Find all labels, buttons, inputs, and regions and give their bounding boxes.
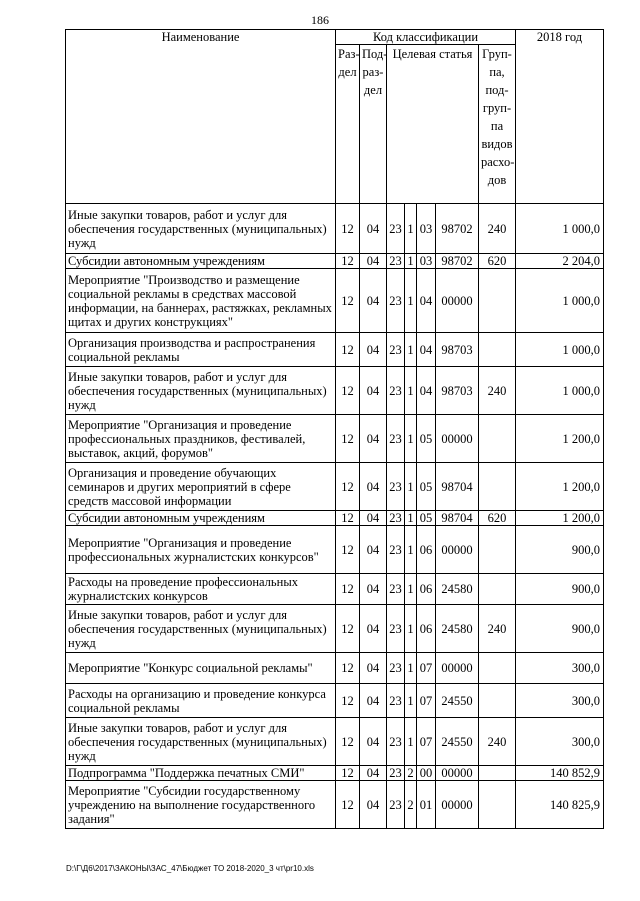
cell-pr: 04 [360, 781, 387, 829]
cell-t4: 98702 [436, 204, 479, 254]
cell-t2: 1 [405, 605, 417, 653]
cell-rz: 12 [336, 526, 360, 574]
cell-t3: 07 [417, 684, 436, 718]
header-classification: Код классификации [336, 30, 516, 45]
cell-rz: 12 [336, 415, 360, 463]
cell-t3: 05 [417, 511, 436, 526]
cell-t4: 24580 [436, 605, 479, 653]
cell-t2: 1 [405, 204, 417, 254]
header-section: Раз- дел [336, 45, 360, 204]
cell-t4: 98702 [436, 254, 479, 269]
cell-t1: 23 [387, 463, 405, 511]
cell-t1: 23 [387, 766, 405, 781]
table-row [66, 204, 604, 254]
cell-t2: 1 [405, 684, 417, 718]
cell-t2: 1 [405, 415, 417, 463]
cell-t1: 23 [387, 781, 405, 829]
cell-sum: 900,0 [516, 605, 604, 653]
cell-rz: 12 [336, 718, 360, 766]
cell-name: Расходы на проведение профессиональных журналистских конкурсов [66, 574, 336, 605]
cell-t3: 03 [417, 254, 436, 269]
cell-sum: 1 200,0 [516, 415, 604, 463]
cell-t2: 2 [405, 766, 417, 781]
cell-name: Субсидии автономным учреждениям [66, 511, 336, 526]
cell-name: Мероприятие "Конкурс социальной рекламы" [66, 653, 336, 684]
cell-vr [479, 526, 516, 574]
cell-t2: 1 [405, 511, 417, 526]
cell-t1: 23 [387, 684, 405, 718]
cell-name: Организация и проведение обучающих семинаров и других мероприятий в сфере средств массовой информации [66, 463, 336, 511]
table-row [66, 684, 604, 718]
cell-t1: 23 [387, 333, 405, 367]
cell-sum: 1 000,0 [516, 367, 604, 415]
budget-table-body [66, 204, 604, 829]
cell-sum: 900,0 [516, 574, 604, 605]
cell-t4: 00000 [436, 766, 479, 781]
cell-pr: 04 [360, 653, 387, 684]
cell-t4: 98703 [436, 333, 479, 367]
cell-rz: 12 [336, 574, 360, 605]
table-row [66, 463, 604, 511]
cell-name: Расходы на организацию и проведение конкурса социальной рекламы [66, 684, 336, 718]
cell-t1: 23 [387, 605, 405, 653]
cell-t3: 05 [417, 463, 436, 511]
cell-t4: 00000 [436, 526, 479, 574]
cell-t3: 01 [417, 781, 436, 829]
cell-t4: 98703 [436, 367, 479, 415]
header-name: Наименование [66, 30, 336, 204]
cell-vr [479, 653, 516, 684]
cell-pr: 04 [360, 574, 387, 605]
cell-vr [479, 333, 516, 367]
cell-t4: 00000 [436, 781, 479, 829]
cell-name: Мероприятие "Организация и проведение профессиональных праздников, фестивалей, выставок, акций, форумов" [66, 415, 336, 463]
cell-t4: 98704 [436, 511, 479, 526]
cell-name: Иные закупки товаров, работ и услуг для обеспечения государственных (муниципальных) нужд [66, 204, 336, 254]
cell-name: Иные закупки товаров, работ и услуг для обеспечения государственных (муниципальных) нужд [66, 367, 336, 415]
cell-t1: 23 [387, 526, 405, 574]
table-row [66, 254, 604, 269]
table-row [66, 574, 604, 605]
cell-sum: 300,0 [516, 718, 604, 766]
cell-rz: 12 [336, 204, 360, 254]
cell-t1: 23 [387, 415, 405, 463]
cell-rz: 12 [336, 254, 360, 269]
cell-sum: 900,0 [516, 526, 604, 574]
cell-t3: 03 [417, 204, 436, 254]
cell-t1: 23 [387, 718, 405, 766]
cell-t4: 00000 [436, 653, 479, 684]
cell-pr: 04 [360, 333, 387, 367]
cell-pr: 04 [360, 463, 387, 511]
cell-t3: 04 [417, 269, 436, 333]
cell-pr: 04 [360, 204, 387, 254]
cell-t3: 04 [417, 333, 436, 367]
cell-t1: 23 [387, 574, 405, 605]
cell-pr: 04 [360, 526, 387, 574]
cell-rz: 12 [336, 653, 360, 684]
cell-sum: 140 825,9 [516, 781, 604, 829]
cell-t3: 06 [417, 574, 436, 605]
cell-pr: 04 [360, 367, 387, 415]
cell-t1: 23 [387, 511, 405, 526]
cell-name: Иные закупки товаров, работ и услуг для обеспечения государственных (муниципальных) нужд [66, 718, 336, 766]
cell-pr: 04 [360, 605, 387, 653]
cell-pr: 04 [360, 415, 387, 463]
table-row [66, 511, 604, 526]
cell-t1: 23 [387, 204, 405, 254]
cell-t4: 24550 [436, 684, 479, 718]
cell-vr: 240 [479, 605, 516, 653]
cell-rz: 12 [336, 766, 360, 781]
cell-name: Субсидии автономным учреждениям [66, 254, 336, 269]
cell-vr [479, 463, 516, 511]
cell-pr: 04 [360, 718, 387, 766]
cell-vr: 240 [479, 367, 516, 415]
cell-t4: 00000 [436, 269, 479, 333]
cell-t1: 23 [387, 653, 405, 684]
cell-name: Подпрограмма "Поддержка печатных СМИ" [66, 766, 336, 781]
cell-vr: 620 [479, 254, 516, 269]
cell-pr: 04 [360, 684, 387, 718]
cell-t2: 1 [405, 718, 417, 766]
cell-t2: 2 [405, 781, 417, 829]
header-expense-group: Груп- па, под- груп- па видов расхо- дов [479, 45, 516, 204]
cell-sum: 1 000,0 [516, 333, 604, 367]
cell-t3: 06 [417, 526, 436, 574]
header-year: 2018 год [516, 30, 604, 204]
cell-t3: 07 [417, 653, 436, 684]
cell-t3: 07 [417, 718, 436, 766]
cell-sum: 300,0 [516, 684, 604, 718]
cell-t1: 23 [387, 269, 405, 333]
cell-sum: 300,0 [516, 653, 604, 684]
cell-t1: 23 [387, 367, 405, 415]
cell-t4: 00000 [436, 415, 479, 463]
table-row [66, 718, 604, 766]
header-target-article: Целевая статья [387, 45, 479, 204]
cell-t3: 06 [417, 605, 436, 653]
table-row [66, 269, 604, 333]
cell-sum: 2 204,0 [516, 254, 604, 269]
cell-rz: 12 [336, 605, 360, 653]
cell-sum: 1 200,0 [516, 511, 604, 526]
cell-sum: 1 000,0 [516, 204, 604, 254]
cell-vr [479, 415, 516, 463]
cell-t2: 1 [405, 333, 417, 367]
cell-rz: 12 [336, 463, 360, 511]
cell-rz: 12 [336, 511, 360, 526]
cell-name: Иные закупки товаров, работ и услуг для обеспечения государственных (муниципальных) нужд [66, 605, 336, 653]
cell-rz: 12 [336, 684, 360, 718]
cell-vr [479, 574, 516, 605]
table-row [66, 653, 604, 684]
cell-t2: 1 [405, 254, 417, 269]
cell-t2: 1 [405, 463, 417, 511]
table-row [66, 415, 604, 463]
cell-rz: 12 [336, 333, 360, 367]
cell-t2: 1 [405, 653, 417, 684]
table-row [66, 605, 604, 653]
cell-sum: 1 200,0 [516, 463, 604, 511]
cell-sum: 1 000,0 [516, 269, 604, 333]
table-row [66, 526, 604, 574]
cell-vr: 620 [479, 511, 516, 526]
header-subsection: Под- раз- дел [360, 45, 387, 204]
cell-t2: 1 [405, 269, 417, 333]
cell-t4: 24550 [436, 718, 479, 766]
cell-vr [479, 766, 516, 781]
file-path-footer: D:\Г\Д6\2017\ЗАКОНЫ\ЗАС_47\Бюджет ТО 2018-2020_3 чт\pr10.xls [66, 864, 314, 873]
cell-pr: 04 [360, 269, 387, 333]
cell-t3: 04 [417, 367, 436, 415]
page-number: 186 [311, 13, 329, 27]
cell-t2: 1 [405, 574, 417, 605]
cell-name: Организация производства и распространения социальной рекламы [66, 333, 336, 367]
table-row [66, 333, 604, 367]
cell-name: Мероприятие "Производство и размещение социальной рекламы в средствах массовой информации, на баннерах, растяжках, рекламных щитах и других конструкциях" [66, 269, 336, 333]
table-row [66, 781, 604, 829]
cell-name: Мероприятие "Организация и проведение профессиональных журналистских конкурсов" [66, 526, 336, 574]
cell-vr: 240 [479, 204, 516, 254]
cell-name: Мероприятие "Субсидии государственному учреждению на выполнение государственного задания" [66, 781, 336, 829]
cell-t2: 1 [405, 367, 417, 415]
cell-rz: 12 [336, 367, 360, 415]
cell-t4: 98704 [436, 463, 479, 511]
cell-t4: 24580 [436, 574, 479, 605]
cell-pr: 04 [360, 254, 387, 269]
cell-pr: 04 [360, 766, 387, 781]
cell-t3: 05 [417, 415, 436, 463]
cell-t1: 23 [387, 254, 405, 269]
cell-t2: 1 [405, 526, 417, 574]
budget-table [65, 29, 604, 829]
table-row [66, 766, 604, 781]
cell-vr: 240 [479, 718, 516, 766]
cell-vr [479, 781, 516, 829]
table-row [66, 367, 604, 415]
cell-vr [479, 684, 516, 718]
cell-rz: 12 [336, 269, 360, 333]
cell-sum: 140 852,9 [516, 766, 604, 781]
cell-rz: 12 [336, 781, 360, 829]
cell-t3: 00 [417, 766, 436, 781]
cell-vr [479, 269, 516, 333]
cell-pr: 04 [360, 511, 387, 526]
